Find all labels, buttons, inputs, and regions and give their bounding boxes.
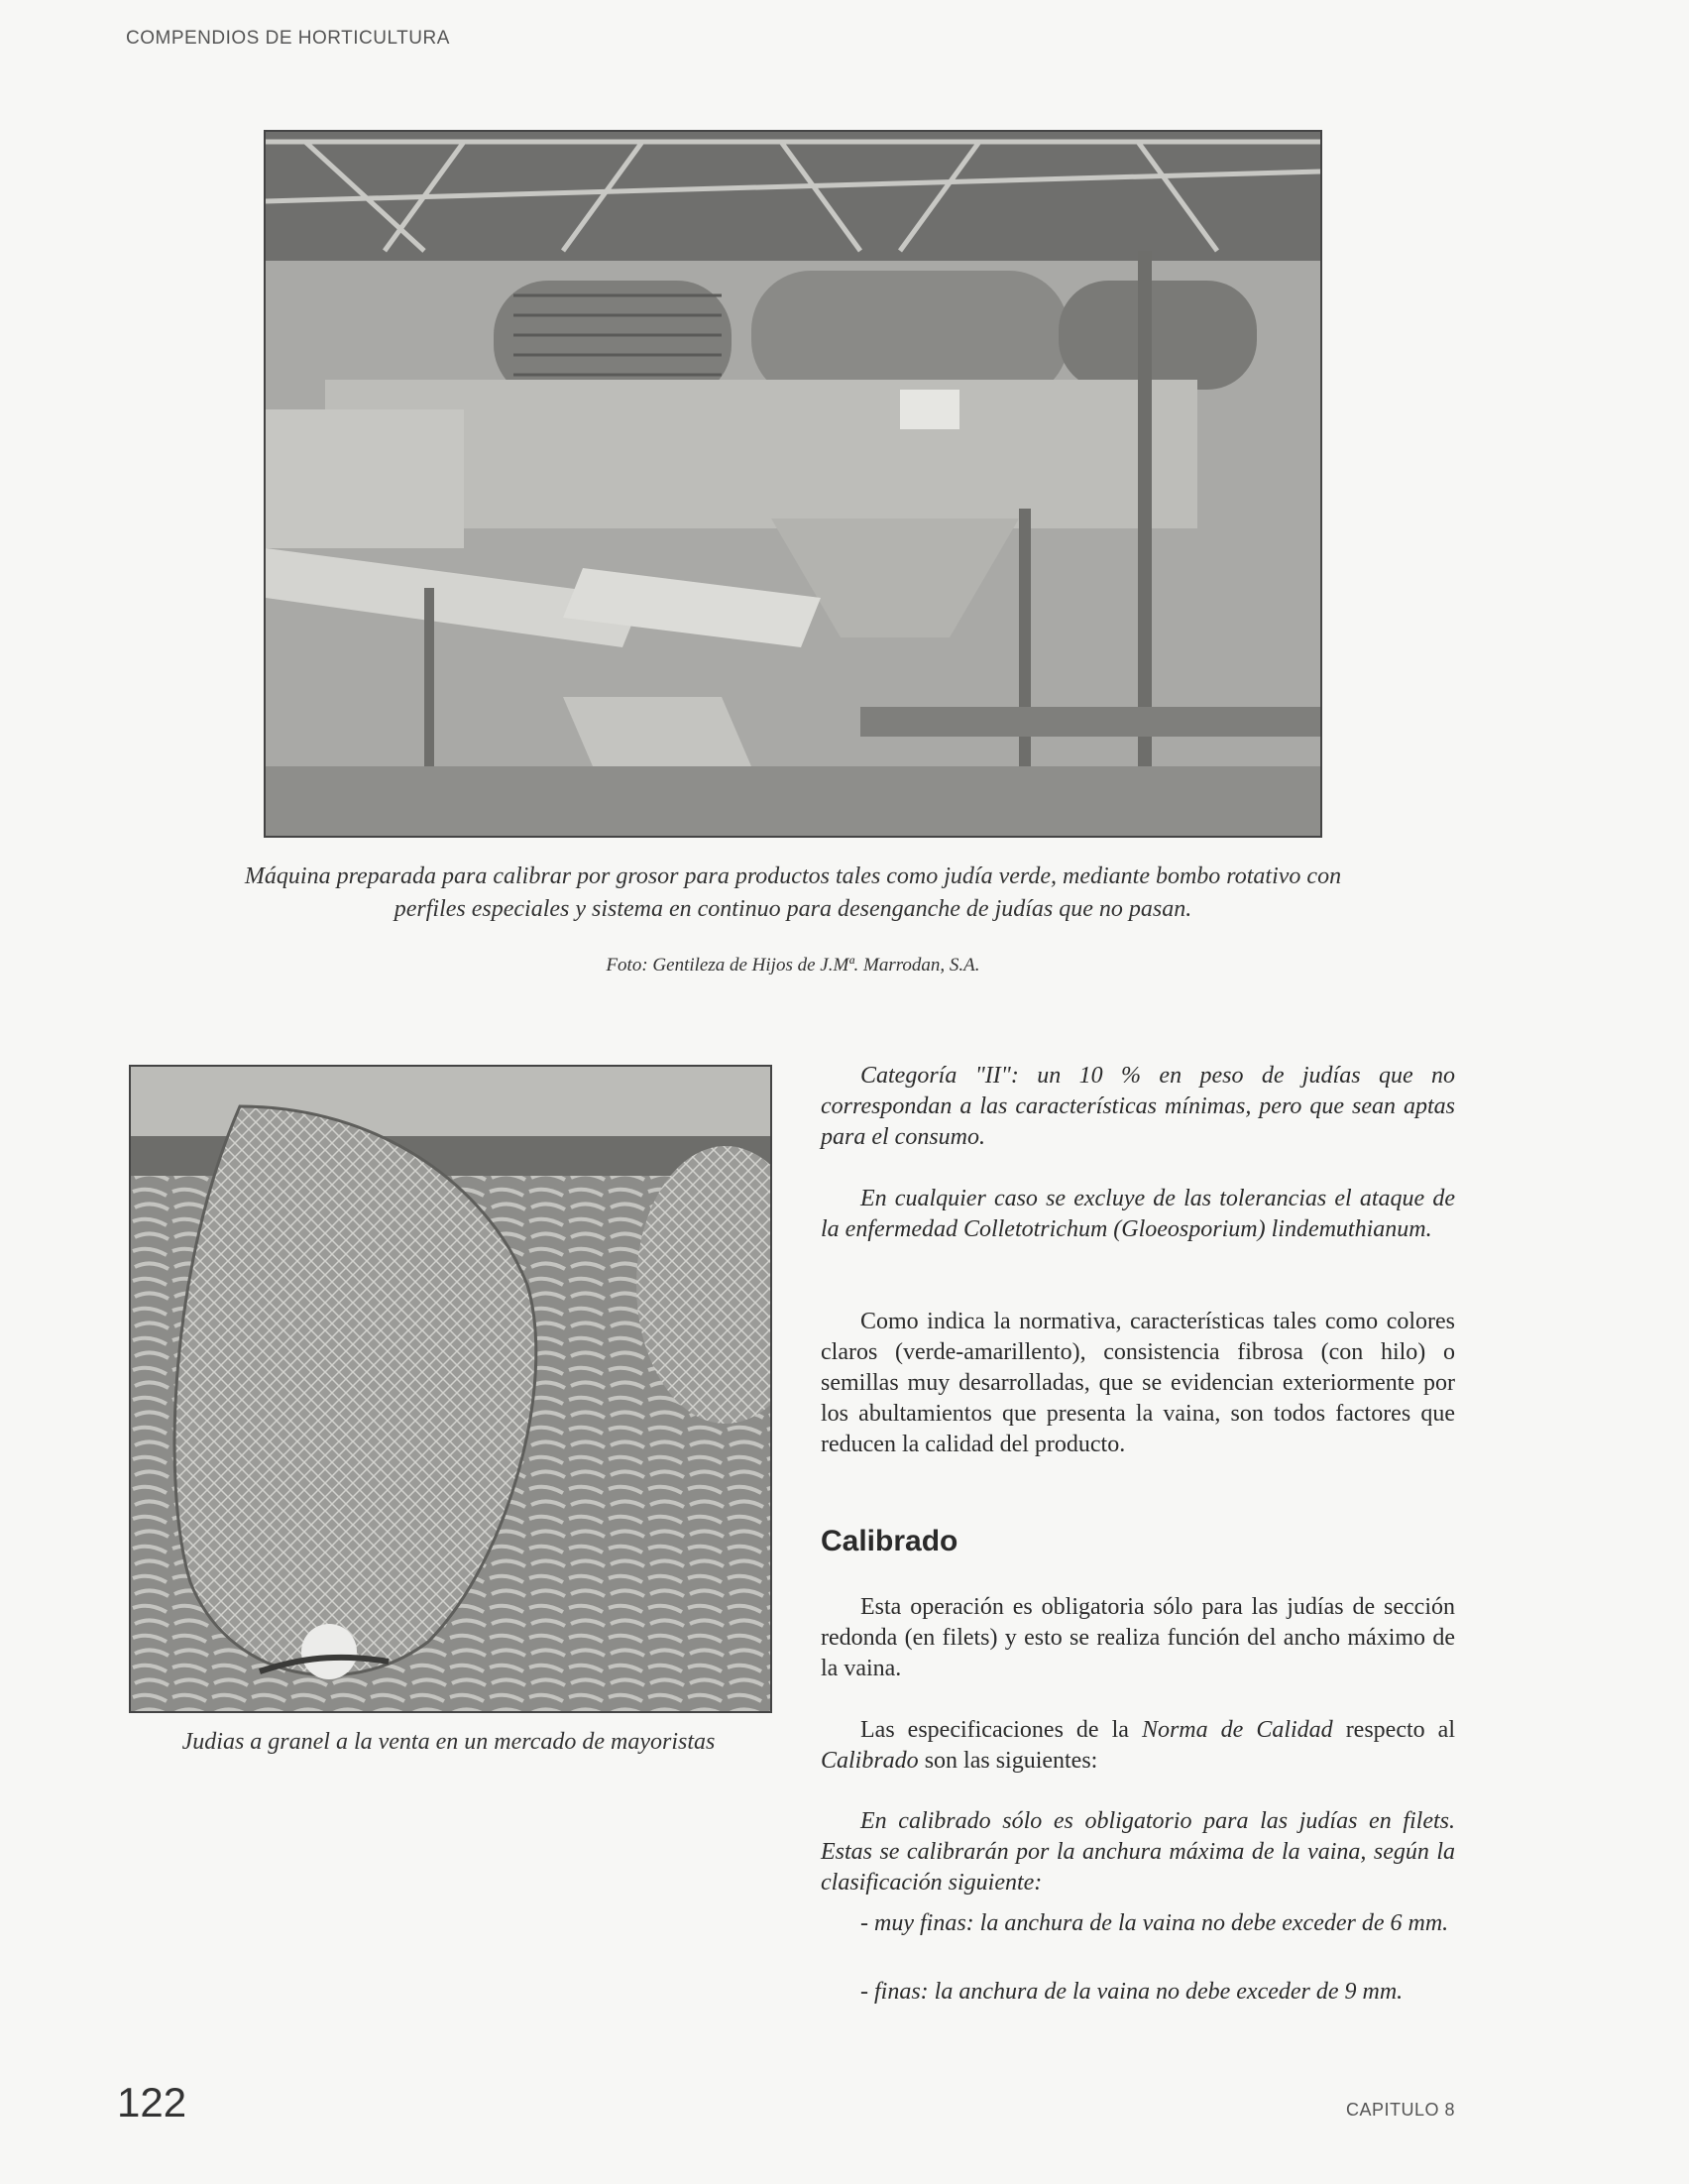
caption-bean-bags: Judias a granel a la venta en un mercado de mayoristas xyxy=(181,1729,716,1755)
paragraph-categoria-ii xyxy=(821,1061,1455,1153)
paragraph-categoria-text: Categoría "II": un 10 % en peso de judías que no correspondan a las características mínimas, pero que sean aptas para el consumo. xyxy=(821,1063,1455,1150)
list-item-finas-text: - finas: la anchura de la vaina no debe exceder de 9 mm. xyxy=(860,1979,1404,2005)
paragraph-especificaciones xyxy=(821,1715,1455,1777)
bean-bags-illustration xyxy=(131,1067,770,1711)
paragraph-especificaciones-text xyxy=(821,1715,1455,1777)
machine-illustration xyxy=(266,132,1320,836)
caption-machine: Máquina preparada para calibrar por grosor para productos tales como judía verde, mediante bombo rotativo con perfiles especiales y sistema en continuo para desenganche de judías que no pasan. xyxy=(244,863,1342,922)
esp-part-c: son las siguientes: xyxy=(918,1748,1098,1774)
esp-part-a: Las especificaciones de la xyxy=(860,1717,1142,1743)
esp-norma-de-calidad: Norma de Calidad xyxy=(1141,1717,1333,1743)
paragraph-obligatorio xyxy=(821,1806,1455,1898)
paragraph-operacion-text: Esta operación es obligatoria sólo para las judías de sección redonda (en filets) y esto se realiza función del ancho máximo de la vaina. xyxy=(821,1594,1455,1681)
running-header: COMPENDIOS DE HORTICULTURA xyxy=(126,28,450,49)
paragraph-normativa xyxy=(821,1307,1455,1460)
section-heading-calibrado: Calibrado xyxy=(821,1525,958,1557)
esp-part-b: respecto al xyxy=(1332,1717,1455,1743)
esp-calibrado: Calibrado xyxy=(821,1748,919,1774)
list-item-muy-finas xyxy=(821,1908,1455,1939)
paragraph-colletotrichum xyxy=(821,1184,1455,1245)
paragraph-operacion xyxy=(821,1592,1455,1684)
list-item-finas xyxy=(821,1977,1455,2008)
paragraph-obligatorio-text: En calibrado sólo es obligatorio para las judías en filets. Estas se calibrarán por la anchura máxima de la vaina, según la clasificación siguiente: xyxy=(821,1808,1455,1896)
paragraph-colletotrichum-text: En cualquier caso se excluye de las tolerancias el ataque de la enfermedad Colletotrichum (Gloeosporium) lindemuthianum. xyxy=(821,1186,1455,1242)
photo-bean-bags xyxy=(129,1065,772,1713)
chapter-label: CAPITULO 8 xyxy=(1345,2100,1455,2120)
paragraph-normativa-text: Como indica la normativa, características tales como colores claros (verde-amarillento), consistencia fibrosa (con hilo) o semillas muy desarrolladas, que se evidencian exteriormente por los abultamientos que presenta la vaina, son todos factores que reducen la calidad del producto. xyxy=(821,1309,1455,1457)
page-number: 122 xyxy=(117,2079,187,2126)
list-item-muy-finas-text: - muy finas: la anchura de la vaina no debe exceder de 6 mm. xyxy=(860,1910,1449,1936)
photo-credit: Foto: Gentileza de Hijos de J.Mª. Marrodan, S.A. xyxy=(606,955,980,976)
photo-calibrating-machine xyxy=(264,130,1322,838)
